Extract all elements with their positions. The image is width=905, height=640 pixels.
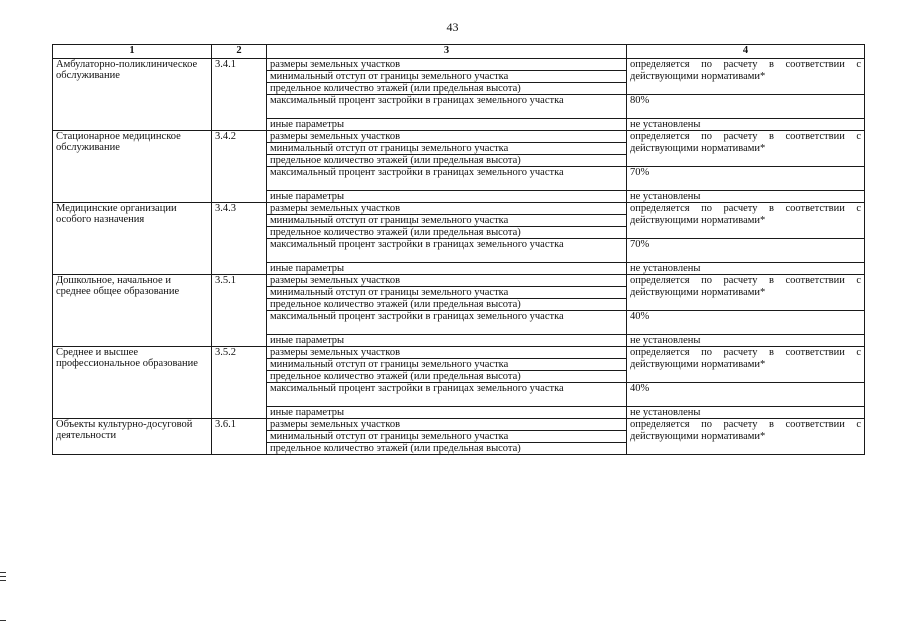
param-size: размеры земельных участков [267,203,627,215]
zone-code: 3.4.2 [212,131,267,203]
value-other: не установлены [627,191,865,203]
value-coverage: 40% [627,311,865,335]
value-other: не установлены [627,263,865,275]
table-row [53,203,865,215]
zone-name: Медицинские организации особого назначения [53,203,212,275]
value-by-norms: определяется по расчету в соответствии с действующими нормативами* [627,347,865,383]
zone-name: Объекты культурно-досуговой деятельности [53,419,212,455]
value-other: не установлены [627,119,865,131]
param-floors: предельное количество этажей (или предельная высота) [267,83,627,95]
param-floors: предельное количество этажей (или предельная высота) [267,227,627,239]
zone-code: 3.4.3 [212,203,267,275]
param-coverage: максимальный процент застройки в границах земельного участка [267,95,627,119]
value-by-norms: определяется по расчету в соответствии с действующими нормативами* [627,419,865,455]
param-other: иные параметры [267,263,627,275]
table-row [53,275,865,287]
header-col-1: 1 [53,45,212,59]
param-size: размеры земельных участков [267,347,627,359]
zone-code: 3.6.1 [212,419,267,455]
value-by-norms: определяется по расчету в соответствии с действующими нормативами* [627,203,865,239]
param-other: иные параметры [267,407,627,419]
value-coverage: 70% [627,167,865,191]
value-coverage: 40% [627,383,865,407]
value-by-norms: определяется по расчету в соответствии с действующими нормативами* [627,131,865,167]
zone-name: Стационарное медицинское обслуживание [53,131,212,203]
param-coverage: максимальный процент застройки в границах земельного участка [267,239,627,263]
zone-code: 3.5.2 [212,347,267,419]
param-size: размеры земельных участков [267,131,627,143]
margin-mark [0,576,6,577]
param-offset: минимальный отступ от границы земельного участка [267,215,627,227]
value-coverage: 70% [627,239,865,263]
param-floors: предельное количество этажей (или предельная высота) [267,443,627,455]
param-size: размеры земельных участков [267,59,627,71]
header-row [53,45,865,59]
header-col-2: 2 [212,45,267,59]
param-coverage: максимальный процент застройки в границах земельного участка [267,167,627,191]
zone-name: Амбулаторно-поликлиническое обслуживание [53,59,212,131]
param-size: размеры земельных участков [267,275,627,287]
table-row [53,131,865,143]
param-other: иные параметры [267,119,627,131]
table-row [53,59,865,71]
header-col-3: 3 [267,45,627,59]
param-floors: предельное количество этажей (или предельная высота) [267,299,627,311]
regulations-table [52,44,865,455]
param-coverage: максимальный процент застройки в границах земельного участка [267,311,627,335]
zone-name: Среднее и высшее профессиональное образование [53,347,212,419]
zone-code: 3.5.1 [212,275,267,347]
param-other: иные параметры [267,335,627,347]
param-offset: минимальный отступ от границы земельного участка [267,431,627,443]
value-other: не установлены [627,335,865,347]
value-by-norms: определяется по расчету в соответствии с действующими нормативами* [627,59,865,95]
value-by-norms: определяется по расчету в соответствии с действующими нормативами* [627,275,865,311]
param-offset: минимальный отступ от границы земельного участка [267,143,627,155]
param-offset: минимальный отступ от границы земельного участка [267,287,627,299]
value-coverage: 80% [627,95,865,119]
param-other: иные параметры [267,191,627,203]
table-row [53,347,865,359]
margin-mark [0,620,6,621]
page-number: 43 [446,20,459,34]
param-floors: предельное количество этажей (или предельная высота) [267,371,627,383]
param-coverage: максимальный процент застройки в границах земельного участка [267,383,627,407]
zone-code: 3.4.1 [212,59,267,131]
param-offset: минимальный отступ от границы земельного участка [267,359,627,371]
param-floors: предельное количество этажей (или предельная высота) [267,155,627,167]
value-other: не установлены [627,407,865,419]
table-row [53,419,865,431]
header-col-4: 4 [627,45,865,59]
margin-mark [0,580,6,581]
param-size: размеры земельных участков [267,419,627,431]
margin-mark [0,572,6,573]
param-offset: минимальный отступ от границы земельного участка [267,71,627,83]
zone-name: Дошкольное, начальное и среднее общее образование [53,275,212,347]
